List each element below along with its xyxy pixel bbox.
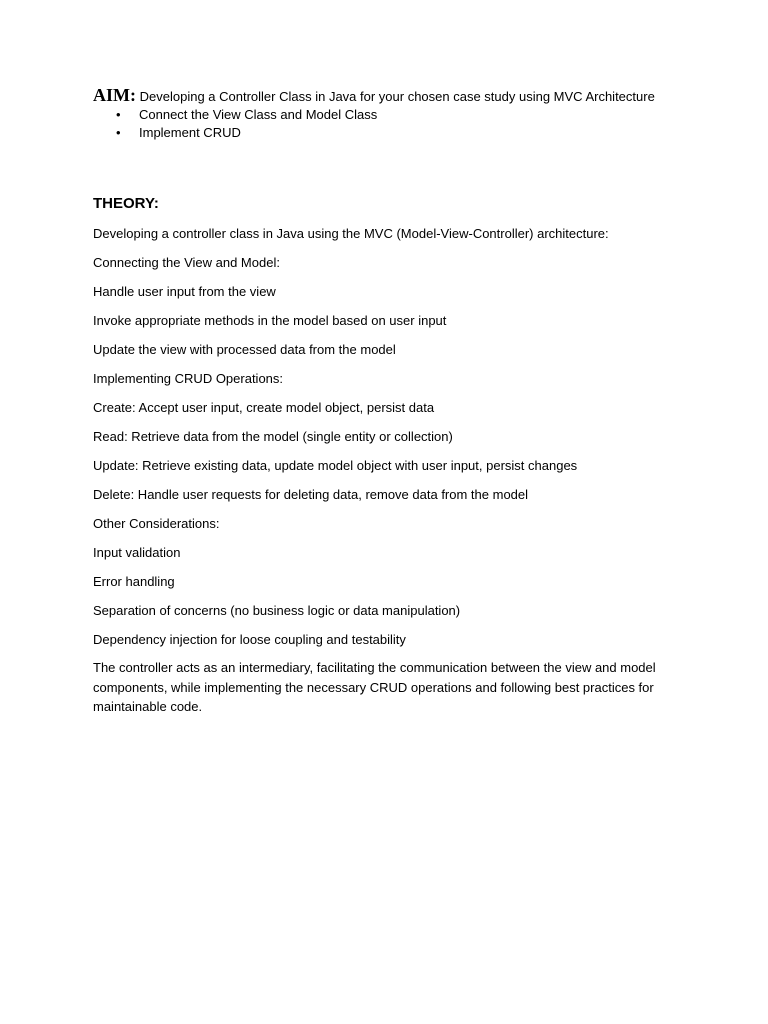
theory-paragraph: Read: Retrieve data from the model (single entity or collection) bbox=[93, 429, 453, 444]
theory-paragraph: Input validation bbox=[93, 545, 181, 560]
theory-paragraph: Implementing CRUD Operations: bbox=[93, 371, 284, 386]
aim-text: Developing a Controller Class in Java for your chosen case study using MVC Architecture bbox=[139, 89, 655, 104]
theory-paragraph: Dependency injection for loose coupling and testability bbox=[93, 632, 406, 647]
theory-paragraph: Update: Retrieve existing data, update model object with user input, persist changes bbox=[93, 458, 578, 473]
aim-label: AIM: bbox=[93, 85, 136, 105]
theory-paragraph: Handle user input from the view bbox=[93, 284, 276, 299]
theory-paragraph: Invoke appropriate methods in the model based on user input bbox=[93, 313, 447, 328]
theory-paragraph: Update the view with processed data from the model bbox=[93, 342, 396, 357]
theory-paragraph: Error handling bbox=[93, 574, 175, 589]
aim-bullet-list bbox=[93, 106, 683, 142]
aim-bullet-item: • Connect the View Class and Model Class bbox=[139, 106, 683, 124]
theory-paragraph: Other Considerations: bbox=[93, 516, 220, 531]
theory-closing-paragraph: The controller acts as an intermediary, facilitating the communication between the view and model components, while implementing the necessary CRUD operations and following best practices for maintainable code. bbox=[93, 660, 656, 714]
theory-paragraph: Developing a controller class in Java using the MVC (Model-View-Controller) architecture: bbox=[93, 226, 609, 241]
aim-bullet-item: • Implement CRUD bbox=[139, 124, 683, 142]
document-page bbox=[93, 86, 683, 717]
theory-heading: THEORY: bbox=[93, 195, 159, 212]
theory-paragraph: Create: Accept user input, create model object, persist data bbox=[93, 400, 435, 415]
theory-paragraph: Delete: Handle user requests for deleting data, remove data from the model bbox=[93, 487, 529, 502]
theory-paragraph: Connecting the View and Model: bbox=[93, 255, 280, 270]
theory-paragraph: Separation of concerns (no business logic or data manipulation) bbox=[93, 603, 461, 618]
aim-section bbox=[93, 86, 683, 106]
